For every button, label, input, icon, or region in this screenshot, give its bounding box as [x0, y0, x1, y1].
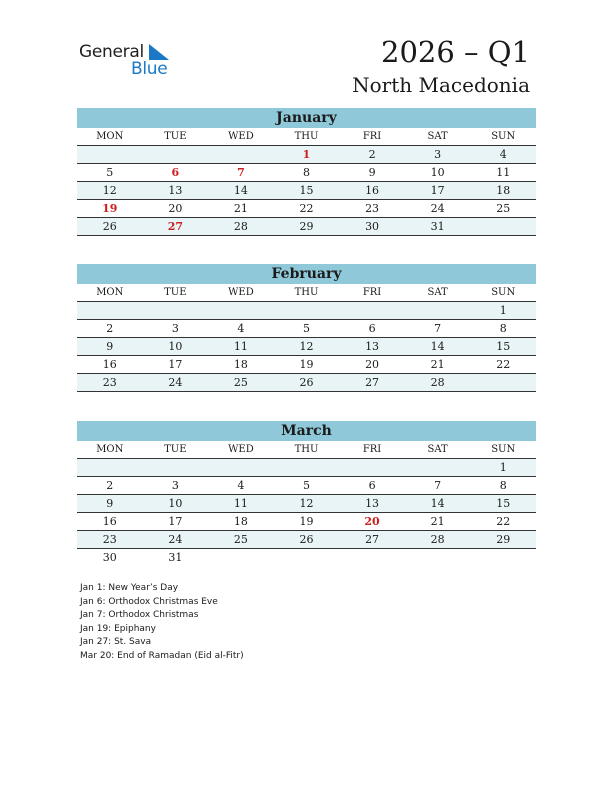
month-march [77, 421, 536, 566]
day-cell: 12 [274, 338, 340, 355]
day-cell: 1 [470, 459, 536, 476]
weekday-header: SAT [405, 441, 471, 459]
day-cell: 7 [237, 166, 245, 179]
day-cell [470, 374, 536, 391]
day-cell: 16 [339, 182, 405, 199]
day-cell [470, 218, 536, 235]
calendar-grid [77, 284, 536, 392]
day-cell: 11 [208, 338, 274, 355]
holiday-note: Jan 1: New Year’s Day [80, 583, 179, 593]
logo-text-blue: Blue [131, 59, 168, 79]
day-cell: 22 [496, 358, 511, 371]
day-cell: 4 [237, 479, 245, 492]
month-january [77, 108, 536, 236]
day-cell: 24 [430, 202, 445, 215]
logo-text-general: General [79, 42, 144, 62]
day-cell: 27 [339, 374, 405, 391]
day-cell: 17 [168, 515, 183, 528]
day-cell: 15 [470, 495, 536, 512]
day-cell [208, 146, 274, 163]
month-title: February [77, 264, 536, 284]
month-title: March [77, 421, 536, 441]
day-cell: 14 [405, 338, 471, 355]
day-cell [208, 459, 274, 476]
weekday-header: SUN [470, 128, 536, 146]
day-cell: 28 [405, 531, 471, 548]
day-cell: 11 [496, 166, 511, 179]
day-cell: 24 [143, 531, 209, 548]
day-cell: 8 [499, 322, 507, 335]
day-cell: 27 [339, 531, 405, 548]
day-cell: 21 [233, 202, 248, 215]
day-cell [143, 146, 209, 163]
day-cell [143, 459, 209, 476]
day-cell: 18 [233, 515, 248, 528]
page-title: 2026 – Q1 [381, 35, 530, 69]
day-cell: 5 [302, 322, 310, 335]
day-cell: 21 [430, 515, 445, 528]
day-cell: 2 [106, 322, 114, 335]
day-cell: 5 [106, 166, 114, 179]
day-cell: 26 [274, 531, 340, 548]
weekday-header: SUN [470, 284, 536, 302]
day-cell: 14 [405, 495, 471, 512]
day-cell: 9 [77, 338, 143, 355]
holiday-note: Jan 19: Epiphany [80, 623, 156, 634]
day-cell: 14 [208, 182, 274, 199]
country-name: North Macedonia [352, 73, 530, 97]
day-cell: 18 [233, 358, 248, 371]
weekday-header: SUN [470, 441, 536, 459]
day-cell: 19 [102, 202, 118, 215]
holiday-notes [80, 582, 244, 664]
day-cell: 25 [496, 202, 511, 215]
day-cell: 2 [339, 146, 405, 163]
day-cell [339, 549, 405, 566]
day-cell: 7 [434, 479, 442, 492]
day-cell: 6 [368, 479, 376, 492]
month-february [77, 264, 536, 392]
day-cell: 28 [405, 374, 471, 391]
month-title: January [77, 108, 536, 128]
day-cell [274, 549, 340, 566]
day-cell: 22 [496, 515, 511, 528]
weekday-header: WED [208, 441, 274, 459]
day-cell: 27 [143, 218, 209, 235]
weekday-header: MON [77, 284, 143, 302]
day-cell [339, 302, 405, 319]
day-cell: 28 [208, 218, 274, 235]
day-cell: 19 [299, 515, 314, 528]
day-cell: 21 [430, 358, 445, 371]
day-cell: 20 [365, 358, 380, 371]
day-cell: 12 [77, 182, 143, 199]
day-cell: 2 [106, 479, 114, 492]
weekday-header: FRI [339, 441, 405, 459]
day-cell: 15 [274, 182, 340, 199]
day-cell: 31 [405, 218, 471, 235]
brand-logo [79, 42, 179, 78]
day-cell: 25 [208, 374, 274, 391]
day-cell: 1 [470, 302, 536, 319]
day-cell: 26 [274, 374, 340, 391]
weekday-header: WED [208, 284, 274, 302]
day-cell: 5 [302, 479, 310, 492]
day-cell: 12 [274, 495, 340, 512]
day-cell: 13 [143, 182, 209, 199]
day-cell [208, 302, 274, 319]
calendar-grid [77, 128, 536, 236]
day-cell: 19 [299, 358, 314, 371]
day-cell: 11 [208, 495, 274, 512]
day-cell [405, 549, 471, 566]
holiday-note: Mar 20: End of Ramadan (Eid al-Fitr) [80, 650, 244, 661]
day-cell [274, 302, 340, 319]
holiday-note: Jan 27: St. Sava [80, 637, 152, 648]
day-cell: 26 [77, 218, 143, 235]
weekday-header: SAT [405, 284, 471, 302]
day-cell: 23 [365, 202, 380, 215]
day-cell: 10 [430, 166, 445, 179]
weekday-header: WED [208, 128, 274, 146]
day-cell: 29 [470, 531, 536, 548]
day-cell: 8 [499, 479, 507, 492]
day-cell: 9 [368, 166, 376, 179]
day-cell: 10 [143, 338, 209, 355]
weekday-header: THU [274, 128, 340, 146]
day-cell [143, 302, 209, 319]
holiday-note: Jan 6: Orthodox Christmas Eve [80, 596, 218, 607]
day-cell [208, 549, 274, 566]
day-cell: 23 [77, 374, 143, 391]
day-cell: 16 [102, 515, 117, 528]
day-cell: 18 [470, 182, 536, 199]
weekday-header: TUE [143, 284, 209, 302]
day-cell: 24 [143, 374, 209, 391]
day-cell: 3 [171, 322, 179, 335]
day-cell: 15 [470, 338, 536, 355]
day-cell: 3 [405, 146, 471, 163]
day-cell: 4 [470, 146, 536, 163]
day-cell: 13 [339, 495, 405, 512]
day-cell: 10 [143, 495, 209, 512]
day-cell: 8 [302, 166, 310, 179]
calendar-grid [77, 441, 536, 566]
day-cell: 31 [168, 551, 183, 564]
day-cell: 6 [368, 322, 376, 335]
day-cell [470, 549, 536, 566]
day-cell: 1 [274, 146, 340, 163]
day-cell: 20 [168, 202, 183, 215]
weekday-header: MON [77, 128, 143, 146]
row-divider [77, 391, 536, 392]
day-cell: 30 [339, 218, 405, 235]
day-cell: 23 [77, 531, 143, 548]
day-cell: 17 [168, 358, 183, 371]
day-cell: 3 [171, 479, 179, 492]
day-cell [339, 459, 405, 476]
weekday-header: TUE [143, 128, 209, 146]
day-cell: 20 [364, 515, 380, 528]
day-cell [405, 459, 471, 476]
day-cell: 22 [299, 202, 314, 215]
day-cell: 16 [102, 358, 117, 371]
row-divider [77, 235, 536, 236]
day-cell: 25 [208, 531, 274, 548]
weekday-header: TUE [143, 441, 209, 459]
day-cell: 4 [237, 322, 245, 335]
day-cell [77, 302, 143, 319]
day-cell [77, 459, 143, 476]
weekday-header: FRI [339, 284, 405, 302]
weekday-header: FRI [339, 128, 405, 146]
day-cell: 29 [274, 218, 340, 235]
weekday-header: THU [274, 284, 340, 302]
day-cell: 9 [77, 495, 143, 512]
weekday-header: MON [77, 441, 143, 459]
weekday-header: THU [274, 441, 340, 459]
day-cell: 7 [434, 322, 442, 335]
day-cell: 13 [339, 338, 405, 355]
holiday-note: Jan 7: Orthodox Christmas [80, 610, 199, 621]
day-cell: 17 [405, 182, 471, 199]
day-cell [405, 302, 471, 319]
day-cell [77, 146, 143, 163]
day-cell [274, 459, 340, 476]
day-cell: 6 [171, 166, 180, 179]
weekday-header: SAT [405, 128, 471, 146]
day-cell: 30 [102, 551, 117, 564]
